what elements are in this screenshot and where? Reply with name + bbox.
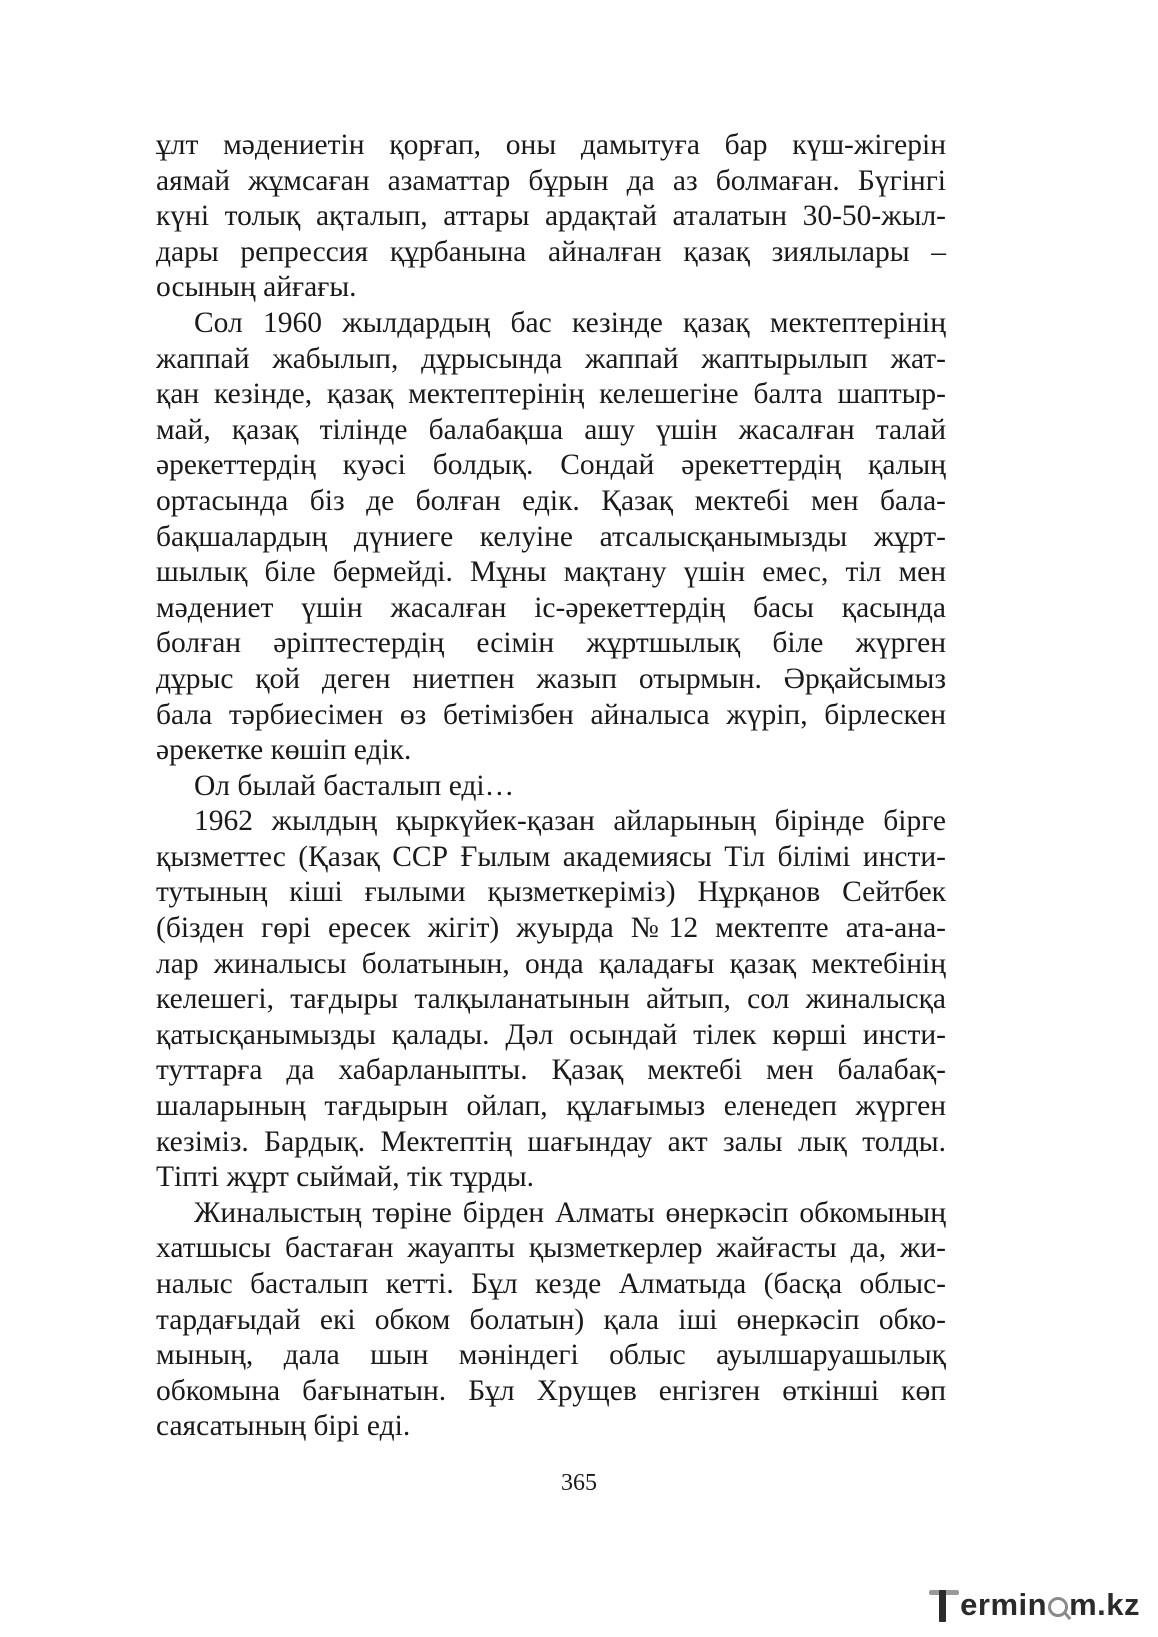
text-line: дары репрессия құрбанына айналған қазақ зиялылары – (156, 235, 946, 268)
paragraph-1 (156, 128, 946, 306)
paragraph-2 (156, 306, 946, 769)
text-line: Ол былай басталып еді… (194, 769, 515, 802)
page-number: 365 (561, 1470, 597, 1496)
text-line: келешегі, тағдыры талқыланатынын айтып, сол жиналысқа (156, 983, 946, 1016)
text-line: шылық біле бермейді. Мұны мақтану үшін емес, тіл мен (156, 556, 946, 589)
text-line: лар жиналысы болатынын, онда қаладағы қазақ мектебінің (156, 947, 946, 980)
text-line: күні толық ақталып, аттары ардақтай аталатын 30-50-жыл- (156, 200, 946, 233)
text-line: әрекеттердің куәсі болдық. Сондай әрекеттердің қалың (156, 449, 946, 482)
text-line: әрекетке көшіп едік. (156, 734, 412, 767)
text-line: ұлт мәдениетін қорғап, оны дамытуға бар күш-жігерін (156, 129, 946, 161)
text-line: жаппай жабылып, дұрысында жаппай жаптырылып жат- (156, 342, 946, 375)
paragraph-3 (156, 769, 946, 805)
text-line: Жиналыстың төріне бірден Алматы өнеркәсіп обкомының (194, 1196, 946, 1229)
paragraph-5 (156, 1196, 946, 1445)
text-line: бала тәрбиесімен өз бетімізбен айналыса жүріп, бірлескен (156, 698, 946, 731)
text-line: ортасында біз де болған едік. Қазақ мектебі мен бала- (156, 484, 946, 517)
text-line: (бізден гөрі ересек жігіт) жуырда №12 мектепте ата-ана- (156, 912, 946, 945)
text-line: налыс басталып кетті. Бұл кезде Алматыда (басқа облыс- (156, 1268, 946, 1300)
text-line: май, қазақ тілінде балабақша ашу үшін жасалған талай (156, 413, 946, 446)
text-line: тардағыдай екі обком болатын) қала іші өнеркәсіп обко- (156, 1303, 946, 1336)
text-line: Тіпті жұрт сыймай, тік тұрды. (156, 1161, 535, 1194)
text-line: қан кезінде, қазақ мектептерінің келешегіне балта шаптыр- (156, 378, 946, 411)
text-line: дұрыс қой деген ниетпен жазып отырмын. Әрқайсымыз (156, 662, 946, 695)
text-line: мәдениет үшін жасалған іс-әрекеттердің басы қасында (156, 591, 946, 624)
text-line: хатшысы бастаған жауапты қызметкерлер жайғасты да, жи- (156, 1232, 946, 1265)
text-line: бақшалардың дүниеге келуіне атсалысқанымызды жұрт- (156, 520, 946, 553)
text-line: болған әріптестердің есімін жұртшылық біле жүрген (156, 627, 946, 660)
text-line: Сол 1960 жылдардың бас кезінде қазақ мектептерінің (194, 306, 946, 339)
text-line: 1962 жылдың қыркүйек-қазан айларының бірінде бірге (194, 805, 946, 838)
magnifier-icon (1048, 1597, 1068, 1617)
text-line: тутының кіші ғылыми қызметкеріміз) Нұрқанов Сейтбек (156, 876, 946, 909)
text-line: саясатының бірі еді. (156, 1410, 411, 1443)
text-line: кезіміз. Бардық. Мектептің шағындау акт залы лық толды. (156, 1125, 946, 1158)
text-line: аямай жұмсаған азаматтар бұрын да аз болмаған. Бүгінгі (156, 164, 946, 197)
text-line: мының, дала шын мәніндегі облыс ауылшаруашылық (156, 1339, 946, 1372)
text-line: туттарға да хабарланыпты. Қазақ мектебі мен балабақ- (156, 1054, 946, 1087)
logo-t-icon (929, 1588, 959, 1622)
text-line: обкомына бағынатын. Бұл Хрущев енгізген өткінші көп (156, 1374, 946, 1407)
text-line: қызметтес (Қазақ ССР Ғылым академиясы Тіл білімі инсти- (156, 840, 946, 873)
watermark-text-end: m.kz (1069, 1587, 1140, 1622)
paragraph-4 (156, 804, 946, 1196)
watermark-text-start: ermin (960, 1587, 1048, 1622)
termincom-watermark (929, 1585, 1140, 1625)
text-line: осының айғағы. (156, 271, 357, 304)
document-body (156, 128, 946, 1445)
text-line: шаларының тағдырын ойлап, құлағымыз еленедеп жүрген (156, 1090, 946, 1123)
text-line: қатысқанымызды қалады. Дәл осындай тілек көрші инсти- (156, 1018, 946, 1051)
